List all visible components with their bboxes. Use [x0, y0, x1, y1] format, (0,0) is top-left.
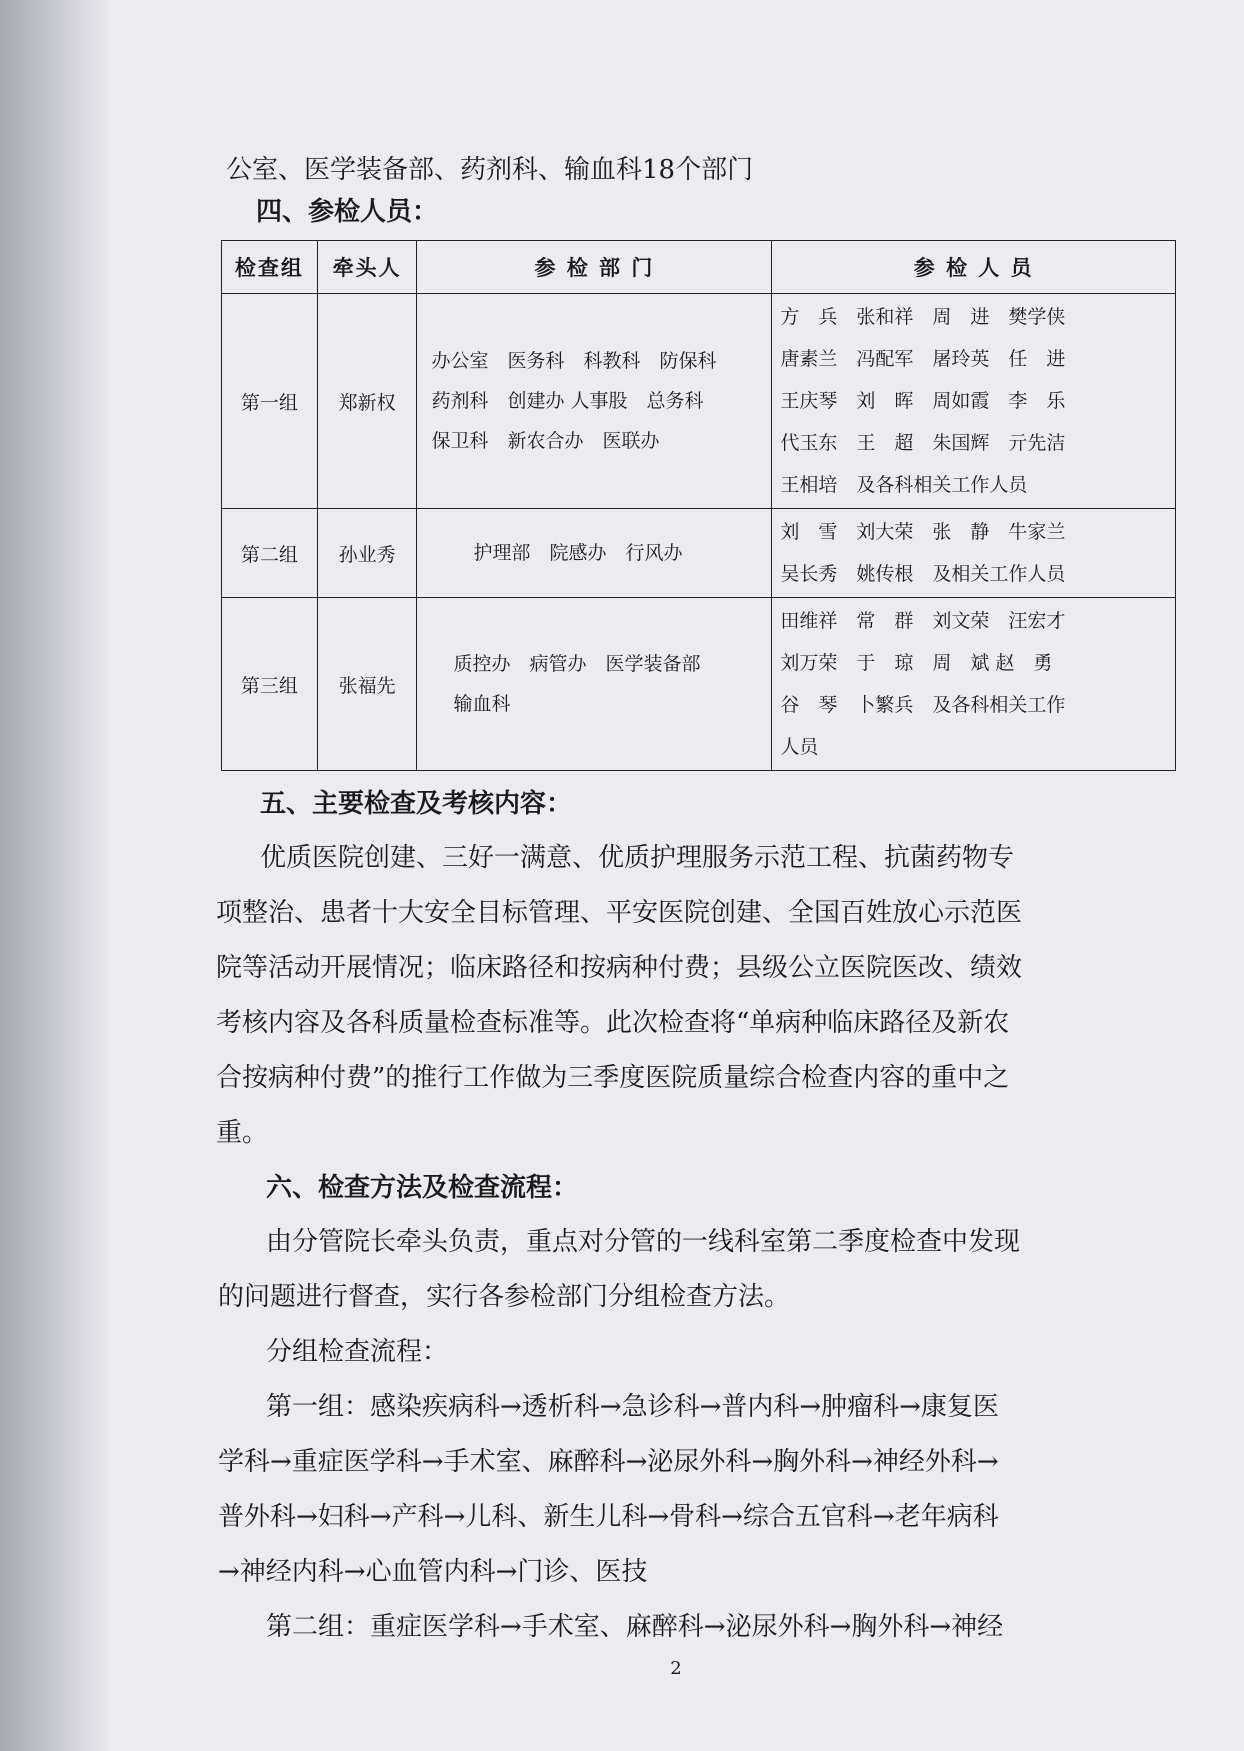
- people-line: 方 兵 张和祥 周 进 樊学侠: [780, 306, 1066, 328]
- section-6-heading: 六、检查方法及检查流程：: [266, 1173, 579, 1203]
- header-leader: 牵头人: [317, 241, 417, 294]
- dept-line: 办公室 医务科 科教科 防保科: [431, 350, 717, 372]
- people-line: 吴长秀 姚传根 及相关工作人员: [780, 563, 1066, 585]
- header-group: 检查组: [222, 241, 318, 294]
- people-line: 刘万荣 于 琼 周 斌 赵 勇: [780, 652, 1053, 674]
- personnel-cell: [772, 294, 1176, 509]
- intro-line: 公室、医学装备部、药剂科、输血科18个部门: [226, 155, 754, 185]
- personnel-cell: [772, 509, 1176, 598]
- document-page: [108, 0, 1244, 1751]
- people-line: 王庆琴 刘 晖 周如霞 李 乐: [780, 390, 1066, 412]
- people-line: 田维祥 常 群 刘文荣 汪宏才: [780, 610, 1066, 632]
- body-line: 项整治、患者十大安全目标管理、平安医院创建、全国百姓放心示范医: [216, 898, 1023, 928]
- dept-line: 输血科: [453, 693, 511, 715]
- personnel-cell: [772, 598, 1176, 771]
- leader-cell: 孙业秀: [317, 509, 417, 598]
- header-departments: 参 检 部 门: [417, 241, 772, 294]
- body-line: 由分管院长牵头负责，重点对分管的一线科室第二季度检查中发现: [266, 1227, 1021, 1257]
- body-line: 学科→重症医学科→手术室、麻醉科→泌尿外科→胸外科→神经外科→: [218, 1447, 999, 1477]
- dept-line: 保卫科 新农合办 医联办: [431, 430, 660, 452]
- departments-cell: [417, 598, 772, 771]
- people-line: 唐素兰 冯配军 屠玲英 任 进: [780, 348, 1066, 370]
- group-cell: 第三组: [222, 598, 318, 771]
- people-line: 代玉东 王 超 朱国辉 亓先洁: [780, 432, 1066, 454]
- body-line: 第二组：重症医学科→手术室、麻醉科→泌尿外科→胸外科→神经: [266, 1612, 1004, 1642]
- table-row: [222, 598, 1176, 771]
- dept-line: 质控办 病管办 医学装备部: [453, 653, 701, 675]
- body-line: 重。: [216, 1118, 269, 1148]
- body-line: 考核内容及各科质量检查标准等。此次检查将“单病种临床路径及新农: [216, 1008, 1010, 1038]
- book-binding-shadow: [0, 0, 108, 1751]
- dept-line: 护理部 院感办 行风办: [473, 542, 683, 564]
- table-row: [222, 509, 1176, 598]
- body-line: 第一组：感染疾病科→透析科→急诊科→普内科→肿瘤科→康复医: [266, 1392, 999, 1422]
- table-header-row: [222, 241, 1176, 294]
- group-cell: 第二组: [222, 509, 318, 598]
- section-5-heading: 五、主要检查及考核内容：: [260, 789, 573, 819]
- body-line: 的问题进行督查，实行各参检部门分组检查方法。: [218, 1282, 791, 1312]
- body-line: 合按病种付费”的推行工作做为三季度医院质量综合检查内容的重中之: [216, 1063, 1010, 1093]
- dept-line: 药剂科 创建办 人事股 总务科: [431, 390, 704, 412]
- group-cell: 第一组: [222, 294, 318, 509]
- departments-cell: [417, 509, 772, 598]
- body-line: 分组检查流程：: [266, 1337, 449, 1367]
- departments-cell: [417, 294, 772, 509]
- page-number: 2: [670, 1658, 682, 1679]
- body-line: →神经内科→心血管内科→门诊、医技: [218, 1557, 648, 1587]
- body-line: 普外科→妇科→产科→儿科、新生儿科→骨科→综合五官科→老年病科: [218, 1502, 999, 1532]
- table-row: [222, 294, 1176, 509]
- leader-cell: 郑新权: [317, 294, 417, 509]
- people-line: 谷 琴 卜繁兵 及各科相关工作: [780, 694, 1066, 716]
- header-personnel: 参 检 人 员: [772, 241, 1176, 294]
- body-line: 院等活动开展情况；临床路径和按病种付费；县级公立医院医改、绩效: [216, 953, 1023, 983]
- leader-cell: 张福先: [317, 598, 417, 771]
- people-line: 人员: [780, 736, 819, 758]
- people-line: 刘 雪 刘大荣 张 静 牛家兰: [780, 521, 1066, 543]
- people-line: 王相培 及各科相关工作人员: [780, 474, 1028, 496]
- section-4-heading: 四、参检人员：: [256, 197, 439, 227]
- body-line: 优质医院创建、三好一满意、优质护理服务示范工程、抗菌药物专: [260, 843, 1015, 873]
- personnel-table: [221, 240, 1176, 771]
